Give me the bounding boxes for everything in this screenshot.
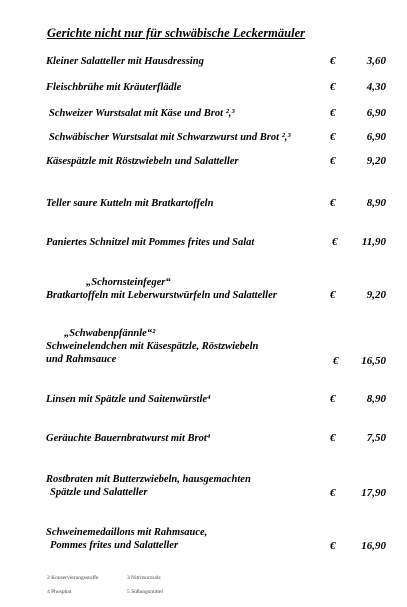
menu-item: [46, 473, 386, 499]
item-price: 6,90: [366, 131, 386, 143]
menu-item: [46, 276, 386, 302]
menu-item: [46, 155, 386, 168]
item-line: Paniertes Schnitzel mit Pommes frites und Salat: [46, 237, 255, 248]
item-price: 4,30: [366, 81, 386, 93]
item-price: 7,50: [366, 432, 386, 444]
item-price: 9,20: [366, 155, 386, 167]
footnote: 2 Konservierungsstoffe: [47, 575, 99, 581]
currency-symbol: €: [330, 487, 336, 499]
item-line: Käsespätzle mit Röstzwiebeln und Salatteller: [46, 156, 239, 167]
item-line: Linsen mit Spätzle und Saitenwürstle⁴: [46, 394, 211, 405]
item-line: „Schwabenpfännle“²: [64, 328, 156, 339]
footnotes-row: [47, 589, 163, 595]
currency-symbol: €: [330, 540, 336, 552]
item-line: Schweizer Wurstsalat mit Käse und Brot ²,³: [49, 108, 235, 119]
item-price: 9,20: [366, 289, 386, 301]
menu-item: [46, 197, 386, 210]
item-price: 11,90: [361, 236, 386, 248]
item-line: Rostbraten mit Butterzwiebeln, hausgemachten: [46, 474, 251, 485]
item-line: Bratkartoffeln mit Leberwurstwürfeln und Salatteller: [46, 290, 277, 301]
currency-symbol: €: [330, 432, 336, 444]
currency-symbol: €: [330, 289, 336, 301]
menu-item: [46, 81, 386, 94]
menu-item: [46, 236, 386, 249]
item-price: 16,50: [361, 355, 386, 367]
item-price: 16,90: [361, 540, 386, 552]
item-price: 8,90: [366, 197, 386, 209]
menu-item: [46, 55, 386, 68]
currency-symbol: €: [330, 393, 336, 405]
item-line: Pommes frites und Salatteller: [50, 540, 179, 551]
footnote: 5 Süßungsmittel: [127, 589, 163, 595]
item-line: „Schornsteinfeger“: [86, 277, 171, 288]
menu-item: [46, 393, 386, 406]
item-line: Fleischbrühe mit Kräuterflädle: [46, 82, 182, 93]
item-price: 8,90: [366, 393, 386, 405]
item-line: Kleiner Salatteller mit Hausdressing: [46, 56, 204, 67]
item-price: 17,90: [361, 487, 386, 499]
item-line: und Rahmsauce: [46, 354, 117, 365]
currency-symbol: €: [330, 197, 336, 209]
currency-symbol: €: [332, 236, 338, 248]
menu-item: [46, 526, 386, 552]
item-price: 6,90: [366, 107, 386, 119]
footnote: 4 Phosphat: [47, 589, 72, 595]
currency-symbol: €: [330, 81, 336, 93]
currency-symbol: €: [330, 131, 336, 143]
currency-symbol: €: [330, 107, 336, 119]
currency-symbol: €: [330, 155, 336, 167]
item-line: Geräuchte Bauernbratwurst mit Brot⁴: [46, 433, 211, 444]
menu-item: [46, 432, 386, 445]
item-line: Schweinelendchen mit Käsespätzle, Röstzwiebeln: [46, 341, 259, 352]
item-line: Spätzle und Salatteller: [50, 487, 148, 498]
footnote: 3 Nitritsurzsalz: [127, 575, 161, 581]
currency-symbol: €: [333, 355, 339, 367]
menu-item: [46, 107, 386, 120]
item-price: 3,60: [366, 55, 386, 67]
footnotes-row: [47, 575, 161, 581]
currency-symbol: €: [330, 55, 336, 67]
menu-title: Gerichte nicht nur für schwäbische Leckermäuler: [47, 26, 305, 40]
item-line: Schweinemedaillons mit Rahmsauce,: [46, 527, 208, 538]
item-line: Teller saure Kutteln mit Bratkartoffeln: [46, 198, 214, 209]
menu-item: [46, 131, 386, 144]
menu-item: [46, 327, 386, 366]
item-line: Schwäbischer Wurstsalat mit Schwarzwurst und Brot ²,³: [49, 132, 291, 143]
